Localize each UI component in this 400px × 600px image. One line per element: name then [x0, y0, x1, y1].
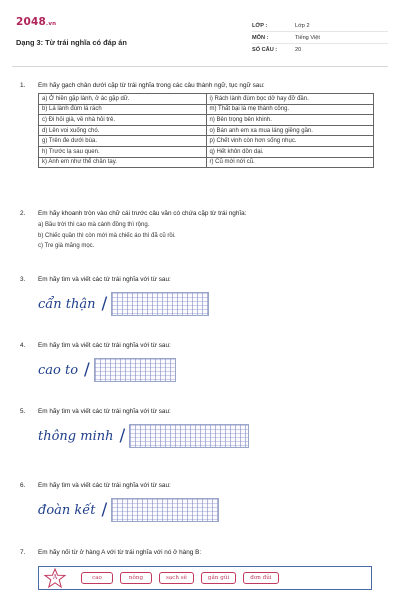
meta-label: LỚP : — [252, 22, 268, 29]
table-row — [39, 146, 374, 157]
table-cell[interactable]: m) Thất bại là mẹ thành công. — [206, 104, 374, 115]
table-cell[interactable]: q) Hết khôn dồn dại. — [206, 146, 374, 157]
question-4 — [20, 342, 380, 349]
row-a-label: A — [52, 574, 58, 581]
question-number: 3. — [20, 276, 26, 283]
word-box[interactable]: sạch sẽ — [159, 572, 194, 584]
question-number: 4. — [20, 342, 26, 349]
question-text: Em hãy tìm và viết các từ trái nghĩa với từ sau: — [38, 342, 171, 349]
question-text: Em hãy tìm và viết các từ trái nghĩa với từ sau: — [38, 276, 171, 283]
question-text: Em hãy tìm và viết các từ trái nghĩa với từ sau: — [38, 482, 171, 489]
writing-grid[interactable] — [111, 292, 209, 316]
row-b-words — [81, 572, 286, 584]
answer-row-5 — [38, 422, 249, 450]
word-box[interactable]: nông — [120, 572, 152, 584]
given-word: cẩn thận — [38, 296, 96, 312]
table-row — [39, 125, 374, 136]
question-text: Em hãy gạch chân dưới cặp từ trái nghĩa trong các câu thành ngữ, tục ngữ sau: — [38, 82, 265, 89]
question-2 — [20, 210, 380, 252]
question-5 — [20, 408, 380, 415]
writing-grid[interactable] — [111, 498, 219, 522]
row-a-star — [43, 568, 67, 588]
meta-row-grade — [252, 20, 388, 32]
question-6 — [20, 482, 380, 489]
word-box[interactable]: đơn đủi — [243, 572, 278, 584]
table-cell[interactable]: n) Bên trọng bên khinh. — [206, 115, 374, 126]
meta-value: 20 — [295, 47, 302, 53]
separator-slash: / — [101, 500, 108, 520]
meta-info — [252, 20, 388, 56]
writing-grid[interactable] — [94, 358, 176, 382]
writing-grid[interactable] — [129, 424, 249, 448]
separator-slash: / — [101, 294, 108, 314]
question-number: 7. — [20, 549, 26, 556]
question-text: Em hãy nối từ ở hàng A với từ trái nghĩa với nó ở hàng B: — [38, 549, 202, 556]
table-cell[interactable]: i) Rách lành đùm bọc dở hay đỡ đần. — [206, 94, 374, 105]
question-1 — [20, 82, 380, 168]
given-word: đoàn kết — [38, 502, 96, 518]
meta-value: Lớp 2 — [295, 22, 310, 29]
answer-row-4 — [38, 356, 176, 384]
answer-row-3 — [38, 290, 209, 318]
question-text: Em hãy tìm và viết các từ trái nghĩa với từ sau: — [38, 408, 171, 415]
answer-row-6 — [38, 496, 219, 524]
table-row — [39, 157, 374, 168]
table-row — [39, 136, 374, 147]
option-a[interactable]: a) Bầu trời thì cao mà cánh đồng thì rộng. — [38, 222, 150, 228]
table-cell[interactable]: k) Anh em như thể chân tay. — [39, 157, 207, 168]
worksheet-header — [12, 12, 388, 60]
site-logo[interactable] — [16, 16, 56, 28]
question-number: 1. — [20, 82, 26, 89]
question-3 — [20, 276, 380, 283]
question-number: 2. — [20, 210, 26, 217]
table-cell[interactable]: b) Lá lành đùm lá rách — [39, 104, 207, 115]
meta-row-subject — [252, 32, 388, 44]
table-cell[interactable]: r) Cũ mới nới cũ. — [206, 157, 374, 168]
table-cell[interactable]: a) Ở hiền gặp lành, ở ác gặp dữ. — [39, 94, 207, 105]
given-word: thông minh — [38, 428, 114, 444]
table-cell[interactable]: d) Lên voi xuống chó. — [39, 125, 207, 136]
word-box[interactable]: cao — [81, 572, 113, 584]
separator-slash: / — [84, 360, 90, 380]
question-number: 5. — [20, 408, 26, 415]
proverb-table — [38, 93, 374, 168]
table-cell[interactable]: o) Bán anh em xa mua láng giềng gần. — [206, 125, 374, 136]
given-word: cao to — [38, 362, 79, 378]
page-title: Dạng 3: Từ trái nghĩa có đáp án — [16, 38, 127, 47]
logo-main: 2048 — [16, 16, 47, 28]
meta-label: MÔN : — [252, 34, 269, 41]
table-cell[interactable]: c) Đi hỏi già, về nhà hỏi trẻ. — [39, 115, 207, 126]
meta-row-count — [252, 44, 388, 56]
logo-suffix: .vn — [46, 21, 57, 27]
table-cell[interactable]: p) Chết vinh còn hơn sống nhục. — [206, 136, 374, 147]
question-number: 6. — [20, 482, 26, 489]
table-cell[interactable]: g) Trên đe dưới búa. — [39, 136, 207, 147]
meta-value: Tiếng Việt — [295, 34, 320, 41]
table-row — [39, 94, 374, 105]
word-box[interactable]: gần gũi — [201, 572, 236, 584]
question-text: Em hãy khoanh tròn vào chữ cái trước câu văn có chứa cặp từ trái nghĩa: — [38, 210, 247, 217]
option-c[interactable]: c) Tre già măng mọc. — [38, 243, 95, 249]
table-row — [39, 104, 374, 115]
option-b[interactable]: b) Chiếc quần thì còn mới mà chiếc áo thì đã cũ rồi. — [38, 232, 176, 239]
table-cell[interactable]: h) Trước lạ sau quen. — [39, 146, 207, 157]
separator-slash: / — [119, 426, 126, 446]
meta-label: SỐ CÂU : — [252, 47, 278, 53]
question-7 — [20, 549, 380, 556]
table-row — [39, 115, 374, 126]
option-list — [38, 220, 380, 252]
matching-box — [38, 566, 372, 590]
header-divider — [12, 66, 388, 67]
